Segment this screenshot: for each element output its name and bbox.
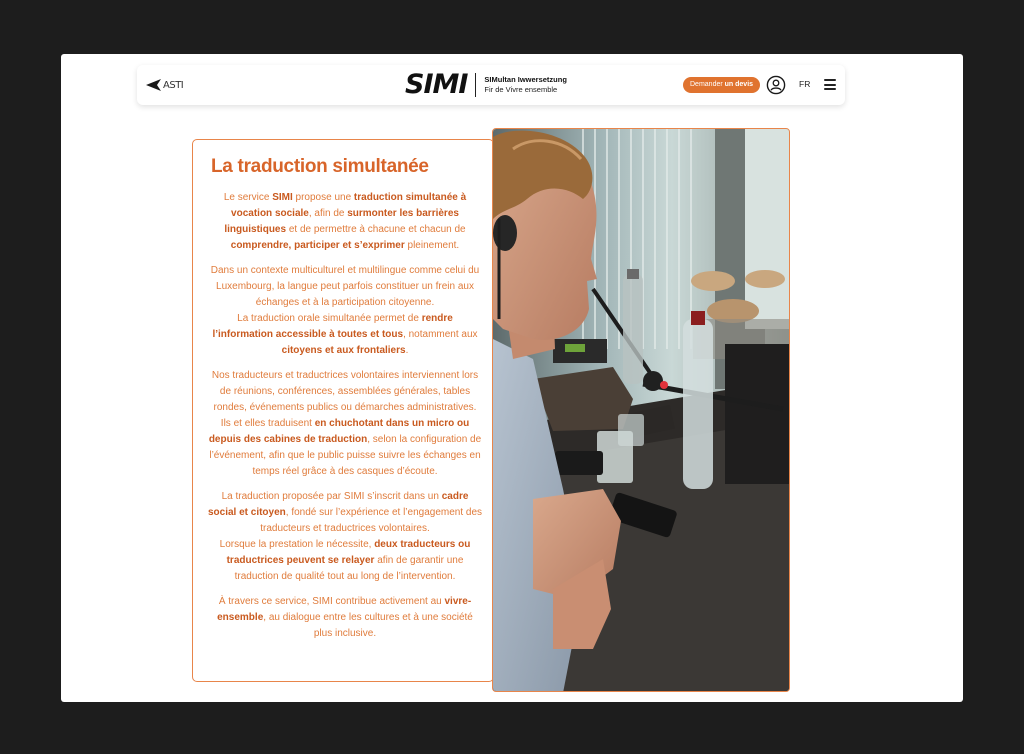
interpreter-photo-image [493,129,790,692]
section-title: La traduction simultanée [211,156,429,177]
brand-mark: SIMI [405,69,468,100]
section-body [207,190,483,651]
asti-logo-icon [146,78,162,92]
paragraph-text: , fondé sur l’expérience et l’engagement des traducteurs et traductrices volontaires. [260,507,483,534]
paragraph-text: , notamment aux [403,329,478,340]
paragraph-text: Le service [223,192,273,203]
paragraph-text: Lorsque la prestation le nécessite, [219,539,375,550]
emphasis-text: citoyens et aux frontaliers [281,345,406,356]
paragraph-text: . [405,345,409,356]
emphasis-text: vivre-ensemble [217,596,472,623]
paragraph-text: , au dialogue entre les cultures et à une société plus inclusive. [263,612,473,639]
body-paragraph [207,263,483,359]
paragraph-text: À travers ce service, SIMI contribue activement au [218,596,445,607]
content-card [192,139,494,682]
request-quote-button[interactable] [683,77,760,93]
site-header [137,65,845,105]
paragraph-text: , selon la configuration de l’événement, afin que le public puisse suivre les échanges en temps réel grâce à des casques d’écoute. [209,434,482,477]
paragraph-text: et de permettre à chacune et chacun de [286,224,466,235]
body-paragraph [207,190,483,254]
brand-divider [475,73,476,97]
body-paragraph [207,489,483,585]
hamburger-menu-icon[interactable] [824,79,836,90]
emphasis-text: deux traducteurs ou traductrices peuvent se relayer [226,539,471,566]
page-frame [61,54,963,702]
emphasis-text: comprendre, participer et s’exprimer [230,240,405,251]
paragraph-text: , afin de [308,208,348,219]
emphasis-text: rendre l’information accessible à toutes et tous [212,313,453,340]
brand-tagline [484,75,567,95]
paragraph-text: Dans un contexte multiculturel et multilingue comme celui du Luxembourg, la langue peut parfois constituer un frein aux échanges et à la participation citoyenne. [210,265,480,308]
paragraph-text: Ils et elles traduisent [220,418,315,429]
paragraph-text: La traduction proposée par SIMI s’inscrit dans un [221,491,442,502]
body-paragraph [207,368,483,480]
paragraph-text: afin de garantir une traduction de qualité tout au long de l’intervention. [234,555,464,582]
emphasis-text: cadre social et citoyen [207,491,469,518]
brand-logo[interactable] [405,70,567,100]
asti-logo[interactable] [146,75,183,95]
paragraph-text: propose une [292,192,354,203]
language-selector[interactable]: FR [799,79,811,89]
paragraph-text: pleinement. [404,240,460,251]
user-circle-icon [766,75,786,95]
body-paragraph [207,594,483,642]
emphasis-text: en chuchotant dans un micro ou depuis des cabines de traduction [208,418,470,445]
paragraph-text: Nos traducteurs et traductrices volontaires interviennent lors de réunions, conférences, assemblées générales, tables rondes, événements publics ou démarches administratives. [211,370,479,413]
emphasis-text: traduction simultanée à vocation sociale [231,192,467,219]
request-quote-label-1: Demander [690,81,725,88]
request-quote-label-2: un devis [724,81,754,88]
emphasis-text: SIMI [272,192,293,203]
emphasis-text: surmonter les barrières linguistiques [224,208,459,235]
brand-title: SIMultan Iwwersetzung [484,75,567,84]
user-account-button[interactable] [766,75,786,95]
brand-subtitle: Fir de Vivre ensemble [484,85,558,94]
interpreter-photo [492,128,790,692]
paragraph-text: La traduction orale simultanée permet de [237,313,422,324]
asti-logo-text: ASTI [163,79,184,91]
